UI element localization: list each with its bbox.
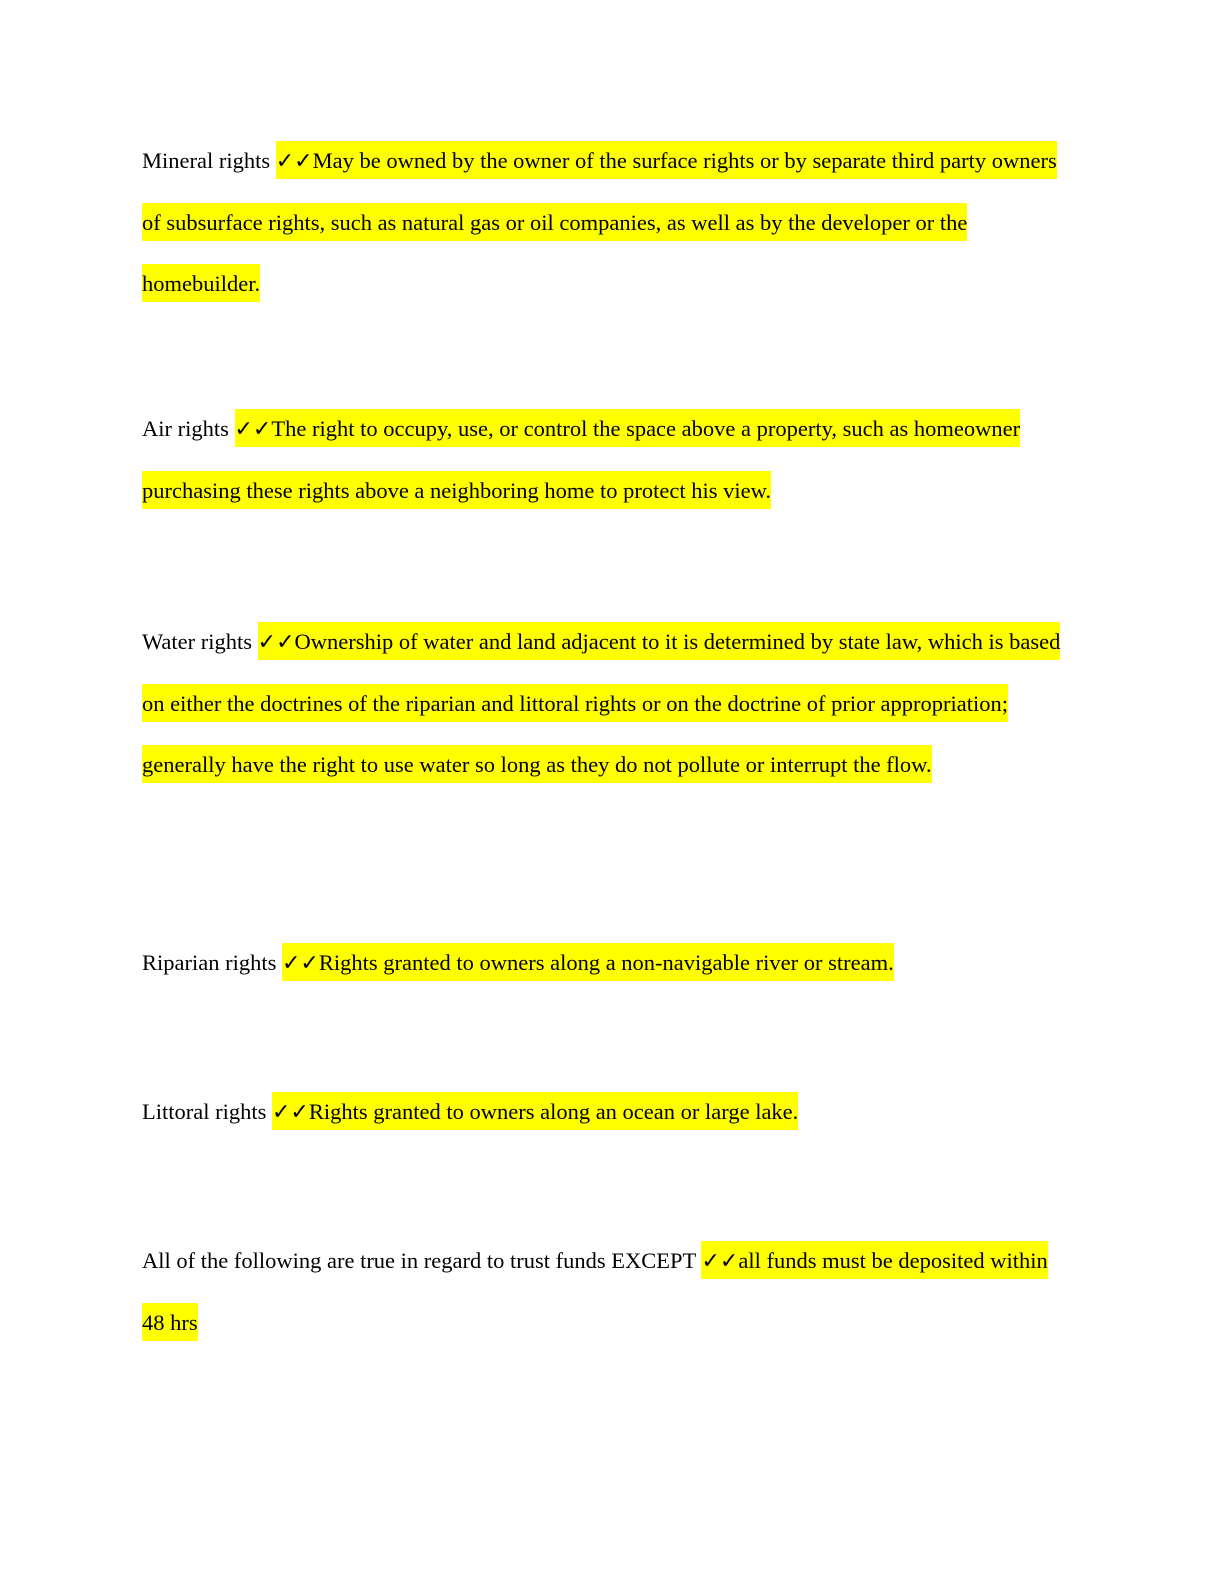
flashcard-entry xyxy=(142,398,1072,521)
entry-answer-highlight xyxy=(142,141,1057,302)
entry-answer-highlight xyxy=(282,943,894,981)
entry-answer-highlight xyxy=(142,622,1060,783)
double-check-icon: ✓✓ xyxy=(281,951,319,976)
entry-answer-highlight xyxy=(142,409,1020,509)
flashcard-entry xyxy=(142,1230,1072,1353)
entry-term: Air rights xyxy=(142,416,229,441)
entry-answer-text: May be owned by the owner of the surface rights or by separate third party owners of subsurface rights, such as natural gas or oil companies, as well as by the developer or the homebuilder. xyxy=(142,148,1057,296)
entry-term: Littoral rights xyxy=(142,1099,267,1124)
double-check-icon: ✓✓ xyxy=(234,417,272,442)
entry-answer-text: The right to occupy, use, or control the space above a property, such as homeowner purchasing these rights above a neighboring home to protect his view. xyxy=(142,416,1021,503)
entry-answer-highlight xyxy=(272,1092,798,1130)
entry-answer-text: Rights granted to owners along a non-navigable river or stream. xyxy=(318,950,894,975)
entry-answer-text: Ownership of water and land adjacent to it is determined by state law, which is based on either the doctrines of the riparian and littoral rights or on the doctrine of prior appropriation; generally have the right to use water so long as they do not pollute or interrupt the flow. xyxy=(142,629,1061,777)
double-check-icon: ✓✓ xyxy=(701,1249,739,1274)
double-check-icon: ✓✓ xyxy=(257,630,295,655)
flashcard-entry xyxy=(142,932,1072,994)
flashcard-entry xyxy=(142,1081,1072,1143)
entry-term: Riparian rights xyxy=(142,950,277,975)
entry-term: Water rights xyxy=(142,629,253,654)
double-check-icon: ✓✓ xyxy=(275,149,313,174)
entry-answer-text: all funds must be deposited within 48 hrs xyxy=(142,1248,1048,1335)
double-check-icon: ✓✓ xyxy=(271,1100,309,1125)
entry-term: All of the following are true in regard to trust funds EXCEPT xyxy=(142,1248,696,1273)
flashcard-entry xyxy=(142,611,1072,795)
flashcard-entry xyxy=(142,130,1072,314)
entry-answer-text: Rights granted to owners along an ocean or large lake. xyxy=(308,1099,799,1124)
entry-term: Mineral rights xyxy=(142,148,271,173)
